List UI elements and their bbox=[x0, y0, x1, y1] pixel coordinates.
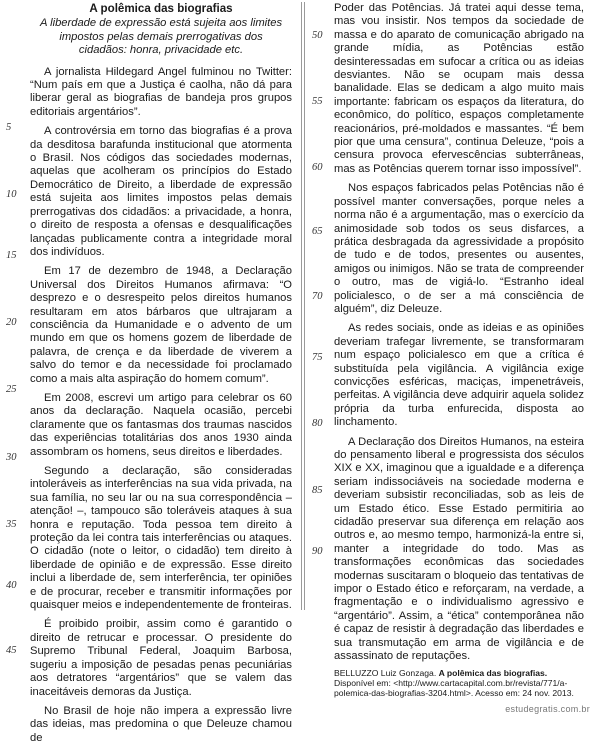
paragraph: É proibido proibir, assim como é garantido o direito de retrucar e processar. O presidente do Supremo Tribunal Federal, Joaquim Barbosa, sugeriu a imposição de pesadas penas pecuniárias aos detratores “argentários” que se valem das inaceitáveis demoras da Justiça. bbox=[30, 618, 292, 698]
reference-work: A polêmica das biografias. bbox=[438, 667, 548, 678]
paragraph: A Declaração dos Direitos Humanos, na esteira do pensamento liberal e progressista dos séculos XIX e XX, imaginou que a igualdade e a diferença seriam indissociáveis na sociedade moderna e deveriam subsistir reconciliadas, sob as leis de um Estado ético. Esse Estado permitiria ao cidadão preservar sua diferença em relação aos outros e, ao mesmo tempo, harmonizá-la entre si, manter a integridade do todo. Mas as transformações econômicas das sociedades modernas suscitaram o bloqueio das tentativas de impor o Estado ético e reforçaram, na verdade, a fragmentação e o individualismo agressivo e “argentário”. Assim, a “ética” contemporânea não é capaz de resistir à degradação das liberdades e sua transmutação em arma de vigilância e de assassinato de reputações. bbox=[334, 435, 584, 663]
line-number: 60 bbox=[312, 162, 323, 173]
line-number: 15 bbox=[6, 250, 17, 261]
line-number: 40 bbox=[6, 580, 17, 591]
left-column bbox=[30, 2, 292, 745]
line-number: 20 bbox=[6, 317, 17, 328]
paragraph: Segundo a declaração, são consideradas intoleráveis as interferências na sua vida privada, na sua família, no seu lar ou na sua correspondência – atenção! –, tampouco são toleráveis ataques à sua honra e reputação. Toda pessoa tem direito à proteção da lei contra tais interferências ou ataques. O cidadão (note o leitor, o cidadão) tem direito à liberdade de opinião e de expressão. Esse direito inclui a liberdade de, sem interferência, ter opiniões e de procurar, receber e transmitir informações por quaisquer meios e independentemente de fronteiras. bbox=[30, 465, 292, 612]
line-number: 85 bbox=[312, 485, 323, 496]
paragraph: As redes sociais, onde as ideias e as opiniões deveriam trafegar livremente, se transformaram num espaço policialesco em que a crítica é substituída pela vigilância. A vigilância exige convicções esféricas, maciças, impenetráveis, perfeitas. A vigilância deve adquirir aquela solidez própria da turba enfurecida, disposta ao linchamento. bbox=[334, 322, 584, 429]
paragraph: Nos espaços fabricados pelas Potências não é possível manter conversações, porque neles a norma não é a argumentação, mas o exercício da animosidade sob todos os seus disfarces, a prática desbragada da agressividade a propósito de tudo e de todos, presentes ou ausentes, amigos ou inimigos. Não se trata de compreender o outro, mas de vigiá-lo. “Estranho ideal policialesco, o de ser a má consciência de alguém”, diz Deleuze. bbox=[334, 182, 584, 315]
source-reference bbox=[334, 668, 584, 699]
reference-details: Disponível em: <http://www.cartacapital.com.br/revista/771/a-polemica-das-biografias-3204.html>. Acesso em: 24 nov. 2013. bbox=[334, 677, 574, 698]
paragraph: Em 17 de dezembro de 1948, a Declaração Universal dos Direitos Humanos afirmava: “O desprezo e o desrespeito pelos direitos humanos resultaram em atos bárbaros que ultrajaram a consciência da Humanidade e o advento de um mundo em que os homens gozem de liberdade de palavra, de crença e da liberdade de viverem a salvo do temor e da necessidade foi proclamado como a mais alta aspiração do homem comum”. bbox=[30, 265, 292, 385]
site-watermark: estudegratis.com.br bbox=[505, 704, 590, 714]
paragraph: A jornalista Hildegard Angel fulminou no Twitter: “Num país em que a Justiça é caolha, não dá para liberar geral as biografias de bandeja pros grupos editoriais argentários”. bbox=[30, 65, 292, 118]
paragraph: A controvérsia em torno das biografias é a prova da desditosa barafunda institucional que atormenta o Brasil. Nos códigos das sociedades modernas, aquelas que acolheram os princípios do Estado Democrático de Direito, a liberdade de expressão está sujeita aos limites impostos pelas demais prerrogativas dos cidadãos: a privacidade, a honra, o direito de resposta a ofensas e desqualificações lançadas publicamente contra a integridade moral dos indivíduos. bbox=[30, 125, 292, 258]
line-number: 5 bbox=[6, 122, 12, 133]
line-number: 80 bbox=[312, 418, 323, 429]
line-number: 55 bbox=[312, 96, 323, 107]
line-number: 90 bbox=[312, 546, 323, 557]
line-number: 75 bbox=[312, 352, 323, 363]
line-number: 10 bbox=[6, 189, 17, 200]
right-column bbox=[334, 2, 584, 698]
line-number: 35 bbox=[6, 519, 17, 530]
paragraph: Em 2008, escrevi um artigo para celebrar os 60 anos da declaração. Naquela ocasião, percebi claramente que os fantasmas dos traumas nascidos das experiências totalitárias dos anos 1930 ainda assombram os homens, seus direitos e liberdades. bbox=[30, 391, 292, 458]
column-rule-left bbox=[301, 2, 302, 610]
column-rule-right bbox=[304, 2, 305, 610]
paragraph: No Brasil de hoje não impera a expressão livre das ideias, mas predomina o que Deleuze chamou de bbox=[30, 704, 292, 744]
line-number: 45 bbox=[6, 645, 17, 656]
line-number: 30 bbox=[6, 452, 17, 463]
article-subtitle: A liberdade de expressão está sujeita aos limites impostos pelas demais prerrogativas dos cidadãos: honra, privacidade etc. bbox=[39, 17, 283, 57]
line-number: 25 bbox=[6, 384, 17, 395]
line-number: 50 bbox=[312, 30, 323, 41]
reference-author: BELLUZZO Luiz Gonzaga. bbox=[334, 667, 437, 678]
paragraph: Poder das Potências. Já tratei aqui desse tema, mas vou insistir. Nos tempos da sociedade de massa e do aparato de comunicação abrigado na grande mídia, as Potências estão desinteressadas em sufocar a crítica ou as ideias desviantes. Não se ocupam mais dessa banalidade. Elas se dedicam a algo muito mais importante: fabricam os espaços da literatura, do econômico, do político, espaços completamente reacionários, pré-moldados e massantes. “É bem pior que uma censura”, continua Deleuze, “pois a censura provoca efervescências subterrâneas, mas as Potências querem tornar isso impossível”. bbox=[334, 2, 584, 175]
line-number: 65 bbox=[312, 226, 323, 237]
line-number: 70 bbox=[312, 291, 323, 302]
article-title: A polêmica das biografias bbox=[89, 2, 233, 15]
